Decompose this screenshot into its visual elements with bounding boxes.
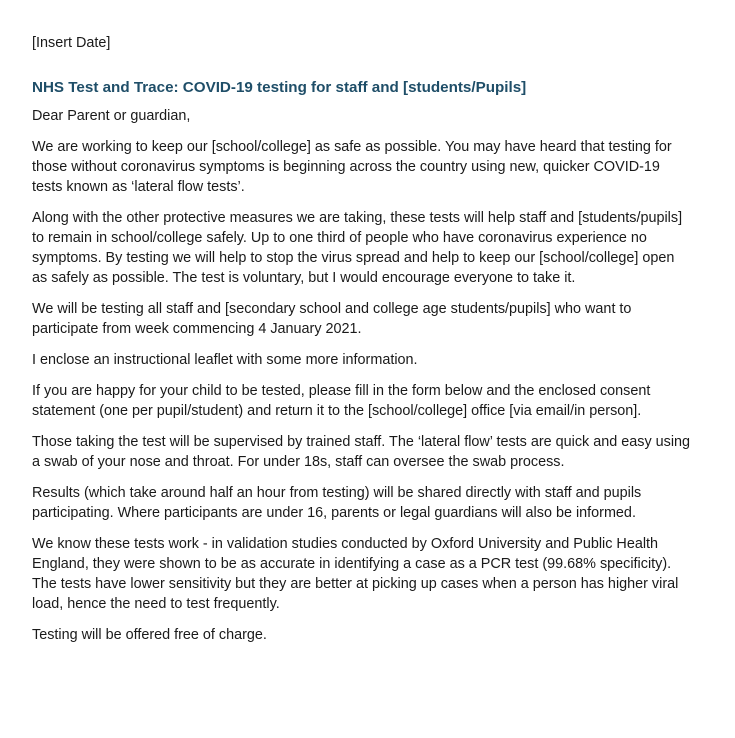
paragraph-free-of-charge: Testing will be offered free of charge. bbox=[32, 627, 267, 643]
paragraph-testing-schedule: We will be testing all staff and [secondary school and college age students/pupils] who want to participate from week commencing 4 January 2021. bbox=[32, 301, 632, 337]
paragraph-intro: We are working to keep our [school/college] as safe as possible. You may have heard that testing for those without coronavirus symptoms is beginning across the country using new, quicker COVID-19 tests known as ‘lateral flow tests’. bbox=[32, 139, 672, 195]
paragraph-validation: We know these tests work - in validation studies conducted by Oxford University and Public Health England, they were shown to be as accurate in identifying a case as a PCR test (99.68% specificity). The tests have lower sensitivity but they are better at picking up cases when a person has higher viral load, hence the need to test frequently. bbox=[32, 536, 679, 612]
paragraph-supervision: Those taking the test will be supervised by trained staff. The ‘lateral flow’ tests are quick and easy using a swab of your nose and throat. For under 18s, staff can oversee the swab process. bbox=[32, 434, 691, 470]
date-placeholder: [Insert Date] bbox=[32, 35, 111, 51]
letter-heading: NHS Test and Trace: COVID-19 testing for staff and [students/Pupils] bbox=[32, 79, 527, 96]
paragraph-consent: If you are happy for your child to be tested, please fill in the form below and the enclosed consent statement (one per pupil/student) and return it to the [school/college] office [via email/in person]. bbox=[32, 383, 651, 419]
salutation: Dear Parent or guardian, bbox=[32, 108, 191, 124]
letter-document bbox=[32, 33, 692, 656]
paragraph-results: Results (which take around half an hour from testing) will be shared directly with staff and pupils participating. Where participants are under 16, parents or legal guardians will also be informed. bbox=[32, 485, 642, 521]
paragraph-protective-measures: Along with the other protective measures we are taking, these tests will help staff and [students/pupils] to remain in school/college safely. Up to one third of people who have coronavirus experience no symptoms. By testing we will help to stop the virus spread and help to keep our [school/college] open as safely as possible. The test is voluntary, but I would encourage everyone to take it. bbox=[32, 210, 683, 286]
paragraph-leaflet: I enclose an instructional leaflet with some more information. bbox=[32, 352, 418, 368]
